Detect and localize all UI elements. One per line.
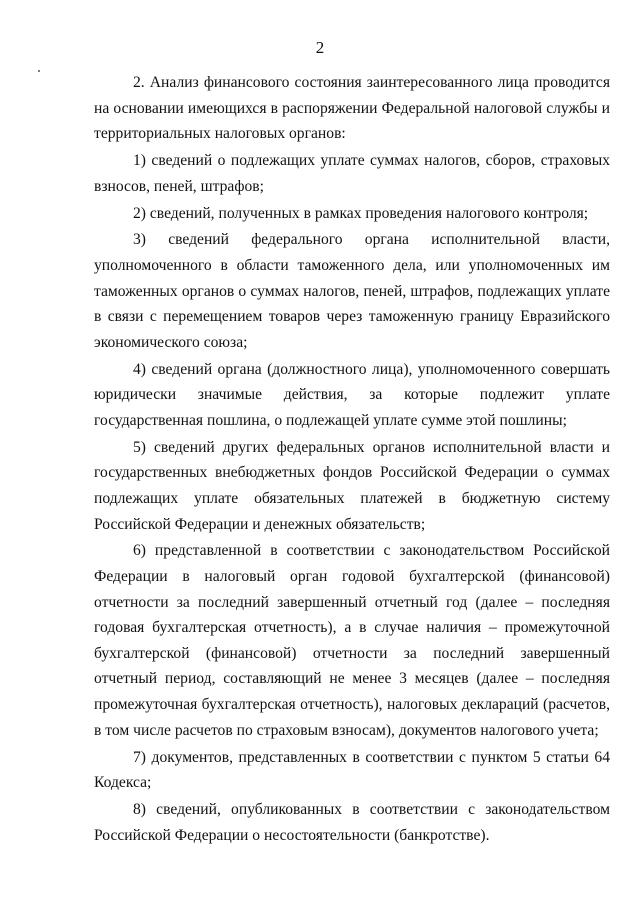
paragraph-item-7: 7) документов, представленных в соответствии с пунктом 5 статьи 64 Кодекса; [94,748,610,792]
paragraph-item-1: 1) сведений о подлежащих уплате суммах налогов, сборов, страховых взносов, пеней, штрафов; [94,152,610,195]
document-body [94,70,610,849]
paragraph-intro: 2. Анализ финансового состояния заинтересованного лица проводится на основании имеющихся в распоряжении Федеральной налоговой службы и территориальных налоговых органов: [94,74,610,143]
page-number: 2 [315,38,325,57]
paragraph-item-5: 5) сведений других федеральных органов исполнительной власти и государственных внебюджетных фондов Российской Федерации о суммах подлежащих уплате обязательных платежей в бюджетную систему Российской Федерации и денежных обязательств; [94,438,610,533]
paragraph-item-8: 8) сведений, опубликованных в соответствии с законодательством Российской Федерации о несостоятельности (банкротстве). [94,801,610,844]
paragraph-item-6: 6) представленной в соответствии с законодательством Российской Федерации в налоговый орган годовой бухгалтерской (финансовой) отчетности за последний завершенный отчетный год (далее – последняя годовая бухгалтерская отчетность), а в случае наличия – промежуточной бухгалтерской (финансовой) отчетности за последний завершенный отчетный период, составляющий не менее 3 месяцев (далее – последняя промежуточная бухгалтерская отчетность), налоговых деклараций (расчетов, в том числе расчетов по страховым взносам), документов налогового учета; [94,542,610,739]
paragraph-item-2: 2) сведений, полученных в рамках проведения налогового контроля; [133,204,589,222]
paragraph-item-3: 3) сведений федерального органа исполнительной власти, уполномоченного в области таможенного дела, или уполномоченных им таможенных органов о суммах налогов, пеней, штрафов, подлежащих уплате в связи с перемещением товаров через таможенную границу Евразийского экономического союза; [94,231,610,351]
paragraph-item-4: 4) сведений органа (должностного лица), уполномоченного совершать юридически значимые действия, за которые подлежит уплате государственная пошлина, о подлежащей уплате сумме этой пошлины; [94,360,610,429]
scan-speck [38,70,40,72]
